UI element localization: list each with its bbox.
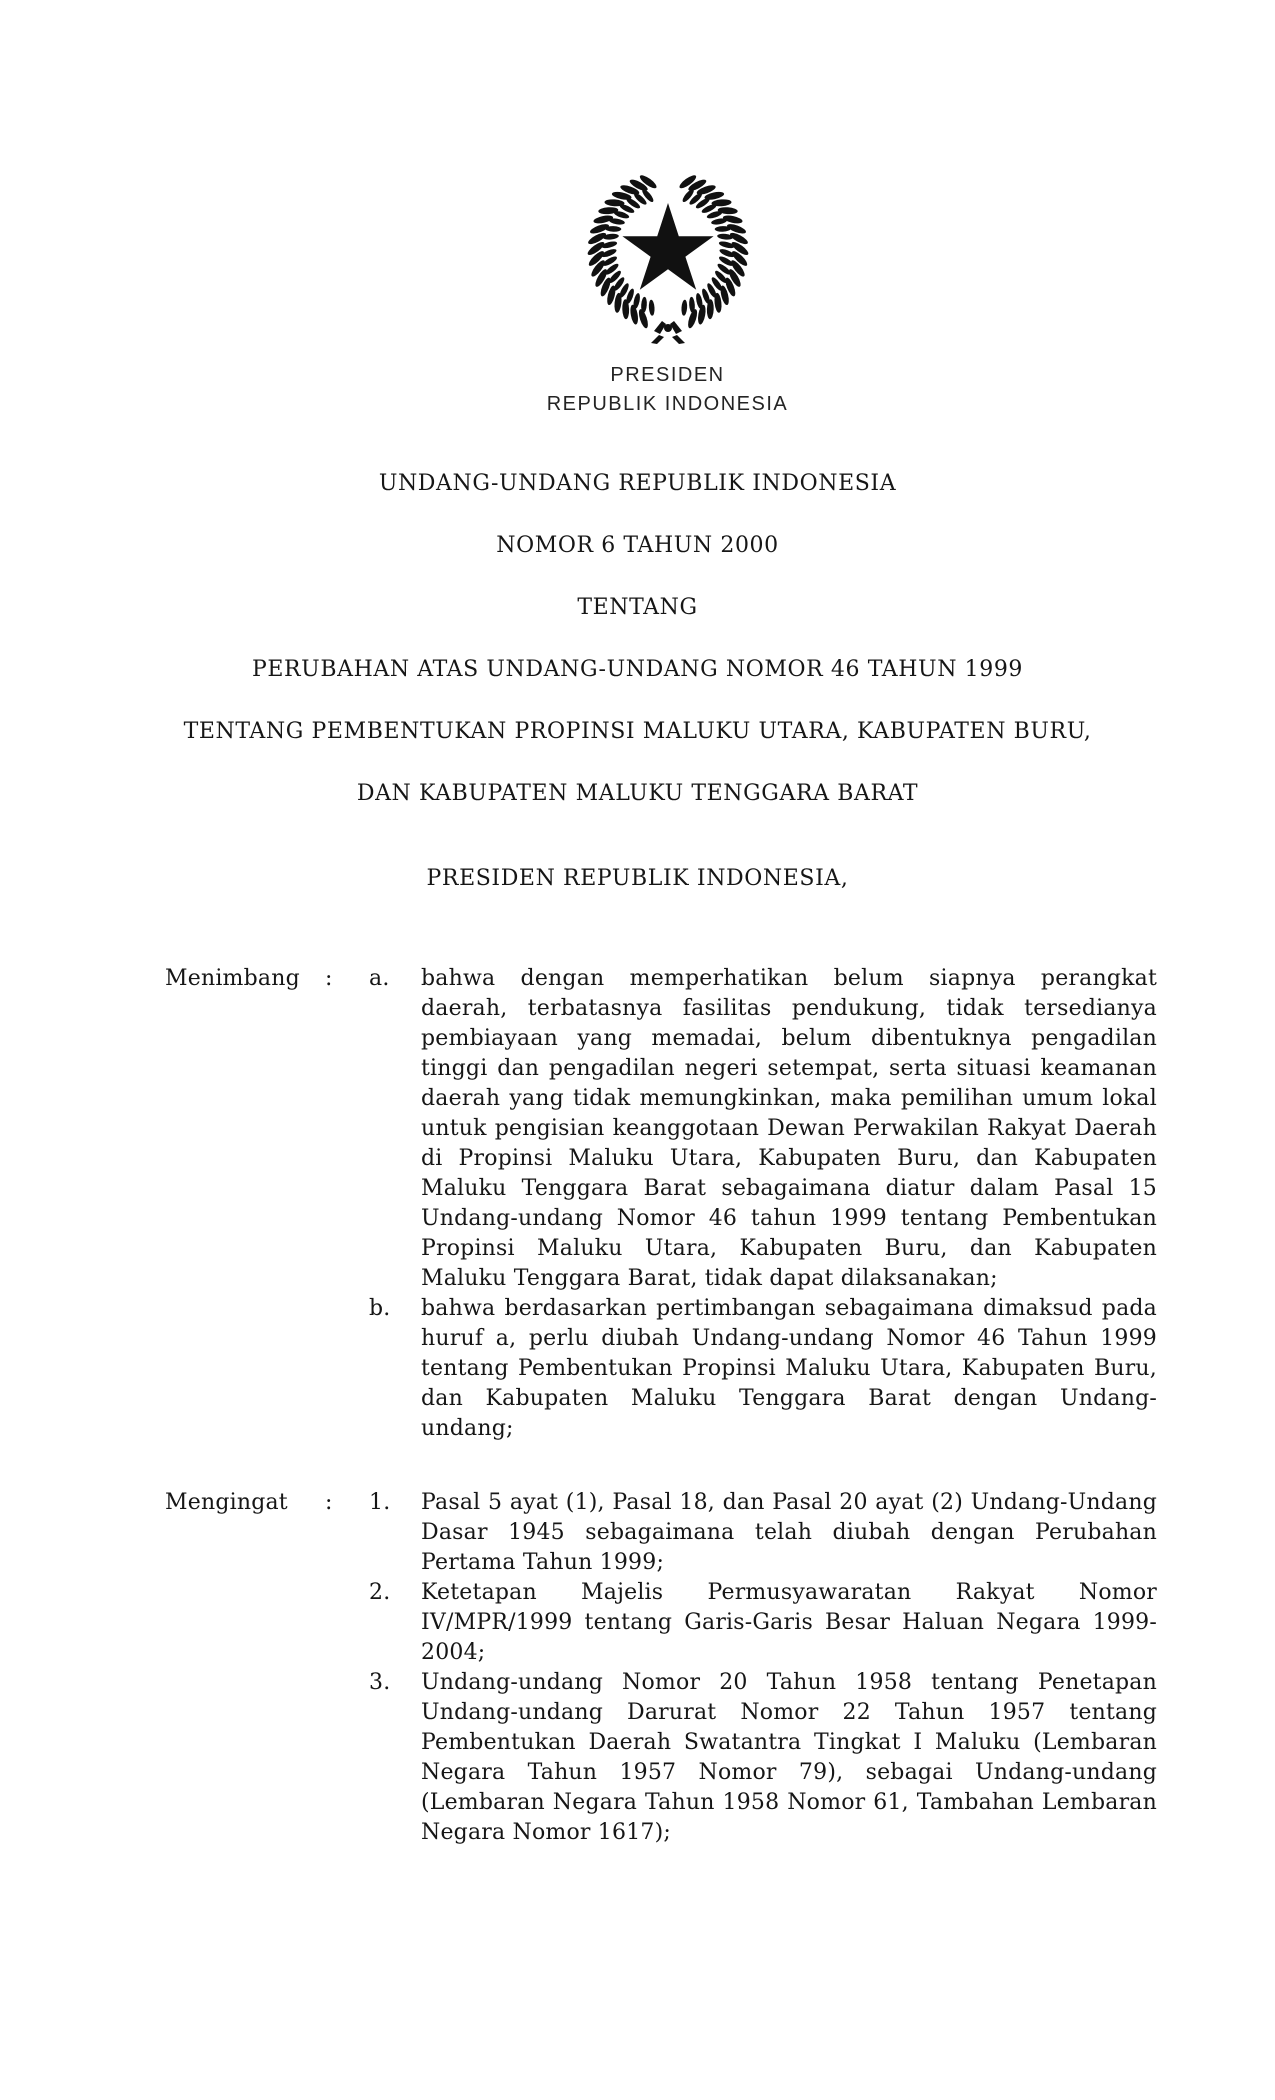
section-label: Menimbang <box>165 966 300 991</box>
section-label: Mengingat <box>165 1490 288 1515</box>
law-title-block <box>0 469 1275 809</box>
star-icon <box>622 203 713 290</box>
section-separator: : <box>325 966 333 991</box>
item-text-1: Pasal 5 ayat (1), Pasal 18, dan Pasal 20 ayat (2) Undang-Undang Dasar 1945 sebagaimana telah diubah dengan Perubahan Pertama Tahun 1999; <box>421 1490 1157 1575</box>
section-mengingat <box>0 1488 1275 1848</box>
agency-line-republik: REPUBLIK INDONESIA <box>546 393 789 415</box>
section-menimbang <box>0 964 1275 1444</box>
title-line-2: NOMOR 6 TAHUN 2000 <box>496 533 779 558</box>
letterhead <box>30 175 1275 419</box>
title-line-6: DAN KABUPATEN MALUKU TENGGARA BARAT <box>356 781 919 806</box>
item-text-3: Undang-undang Nomor 20 Tahun 1958 tentang Penetapan Undang-undang Darurat Nomor 22 Tahun 1957 tentang Pembentukan Daerah Swatantra Tingkat I Maluku (Lembaran Negara Tahun 1957 Nomor 79), sebagai Undang-undang (Lembaran Negara Tahun 1958 Nomor 61, Tambahan Lembaran Negara Nomor 1617); <box>421 1670 1157 1845</box>
ribbon-knot <box>651 321 685 344</box>
title-line-5: TENTANG PEMBENTUKAN PROPINSI MALUKU UTARA, KABUPATEN BURU, <box>183 719 1092 744</box>
agency-line-presiden: PRESIDEN <box>610 364 725 386</box>
item-marker-1: 1. <box>369 1490 391 1515</box>
title-line-3: TENTANG <box>577 595 698 620</box>
title-line-4: PERUBAHAN ATAS UNDANG-UNDANG NOMOR 46 TAHUN 1999 <box>251 657 1024 682</box>
item-marker-3: 3. <box>369 1670 391 1695</box>
star-wreath-emblem-icon <box>580 175 756 345</box>
item-text-2: Ketetapan Majelis Permusyawaratan Rakyat Nomor IV/MPR/1999 tentang Garis-Garis Besar Haluan Negara 1999-2004; <box>421 1580 1157 1665</box>
agency-name <box>547 361 789 419</box>
item-text-a: bahwa dengan memperhatikan belum siapnya perangkat daerah, terbatasnya fasilitas pendukung, tidak tersedianya pembiayaan yang memadai, belum dibentuknya pengadilan tinggi dan pengadilan negeri setempat, serta situasi keamanan daerah yang tidak memungkinkan, maka pemilihan umum lokal untuk pengisian keanggotaan Dewan Perwakilan Rakyat Daerah di Propinsi Maluku Utara, Kabupaten Buru, dan Kabupaten Maluku Tenggara Barat sebagaimana diatur dalam Pasal 15 Undang-undang Nomor 46 tahun 1999 tentang Pembentukan Propinsi Maluku Utara, Kabupaten Buru, dan Kabupaten Maluku Tenggara Barat, tidak dapat dilaksanakan; <box>421 966 1157 1291</box>
item-marker-b: b. <box>369 1296 391 1321</box>
title-line-1: UNDANG-UNDANG REPUBLIK INDONESIA <box>378 471 897 496</box>
item-text-b: bahwa berdasarkan pertimbangan sebagaimana dimaksud pada huruf a, perlu diubah Undang-undang Nomor 46 Tahun 1999 tentang Pembentukan Propinsi Maluku Utara, Kabupaten Buru, dan Kabupaten Maluku Tenggara Barat dengan Undang-undang; <box>421 1296 1157 1441</box>
section-separator: : <box>325 1490 333 1515</box>
opening-salutation: PRESIDEN REPUBLIK INDONESIA, <box>426 866 849 891</box>
item-marker-2: 2. <box>369 1580 391 1605</box>
item-marker-a: a. <box>369 966 390 991</box>
